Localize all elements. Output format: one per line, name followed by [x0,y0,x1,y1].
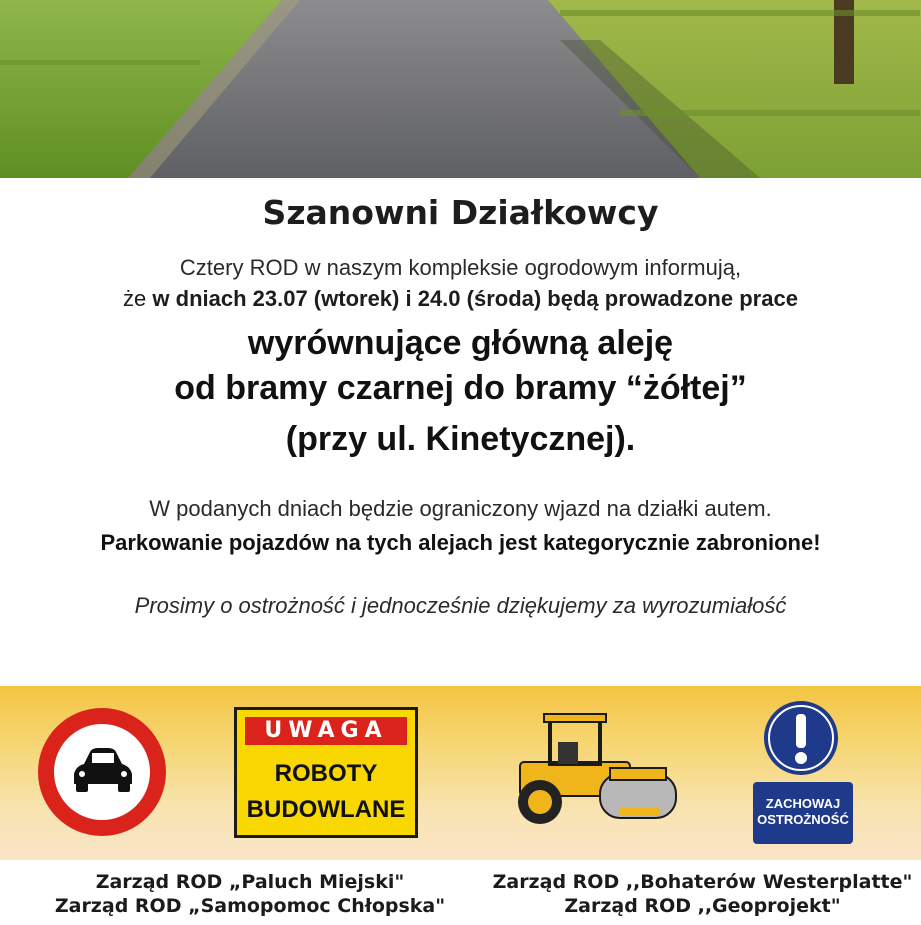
road-roller-icon [500,712,680,830]
uwaga-line1: ROBOTY [274,760,378,787]
notice-works-line1: wyrównujące główną aleję [247,324,674,362]
notice-parking-ban: Parkowanie pojazdów na tych alejach jest kategorycznie zabronione! [100,530,821,555]
footer-right-line1: Zarząd ROD ,,Bohaterów Westerplatte" [492,871,913,893]
exclamation-icon [763,700,839,776]
footer-right-line2: Zarząd ROD ,,Geoprojekt" [564,895,841,917]
uwaga-line2: BUDOWLANE [246,796,406,823]
footer-left-line1: Zarząd ROD „Paluch Miejski" [95,871,405,893]
notice-works-line3: (przy ul. Kinetycznej). [285,420,636,458]
uwaga-header: UWAGA [245,717,407,745]
caution-sign [753,700,853,848]
notice-works-line2: od bramy czarnej do bramy “żółtej” [174,369,747,407]
construction-warning-sign [234,707,418,838]
notice-title: Szanowni Działkowcy [262,193,659,232]
caution-label [753,782,853,844]
notice-dates-bold: w dniach 23.07 (wtorek) i 24.0 (środa) będą prowadzone prace [152,286,798,311]
notice-restriction: W podanych dniach będzie ograniczony wjazd na działki autem. [149,496,772,521]
notice-dates-prefix: że [123,286,153,311]
notice-dates [0,286,921,312]
no-entry-car-icon [34,704,170,840]
notice-intro: Cztery ROD w naszym kompleksie ogrodowym informują, [179,255,742,280]
notice-closing: Prosimy o ostrożność i jednocześnie dziękujemy za wyrozumiałość [134,593,787,618]
footer-left-line2: Zarząd ROD „Samopomoc Chłopska" [54,895,446,917]
header-photo-path [0,0,921,178]
caution-line2: OSTROŻNOŚĆ [757,812,849,827]
caution-line1: ZACHOWAJ [765,796,841,811]
